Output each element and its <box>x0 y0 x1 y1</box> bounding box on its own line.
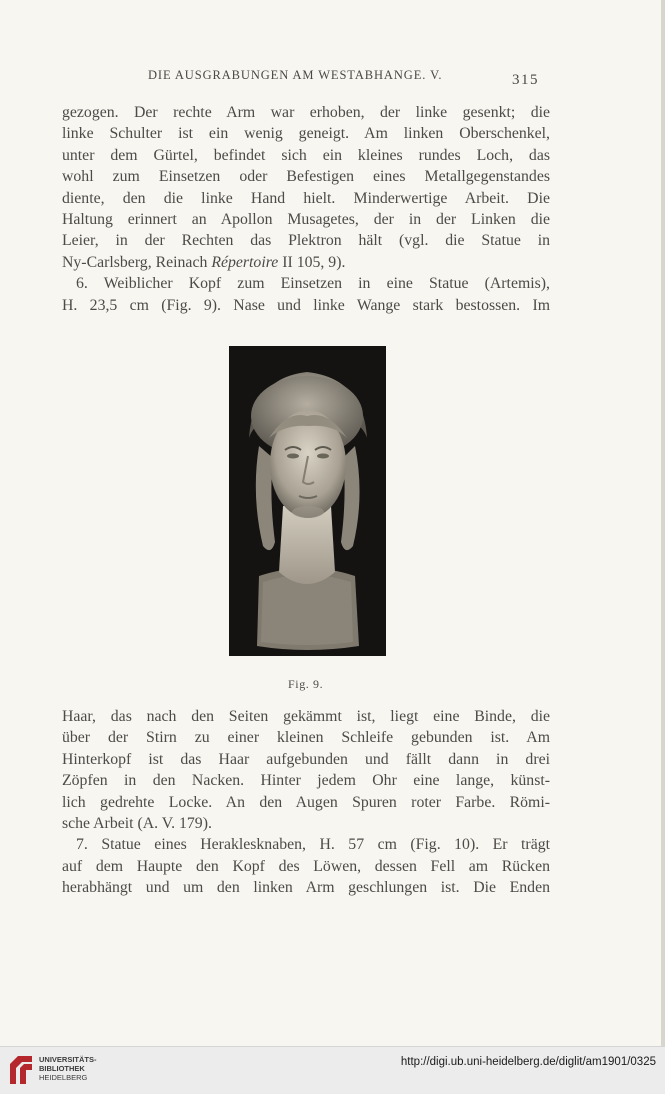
citation-reference: II 105, 9). <box>278 253 346 271</box>
page-edge <box>661 0 665 1046</box>
text-line: 7. Statue eines Heraklesknaben, H. 57 cm (Fig. 10). Er trägt <box>76 836 550 854</box>
library-name-line: HEIDELBERG <box>39 1073 88 1082</box>
text-line: 6. Weiblicher Kopf zum Einsetzen in eine Statue (Artemis), <box>76 275 550 293</box>
library-name-line: BIBLIOTHEK <box>39 1064 85 1073</box>
text-line-citation <box>62 252 550 273</box>
text-line: unter dem Gürtel, befindet sich ein kleines rundes Loch, das <box>62 146 550 164</box>
paragraph-top <box>62 102 550 316</box>
text-line: Zöpfen in den Nacken. Hinter jedem Ohr eine lange, künst- <box>62 772 550 790</box>
figure-caption: Fig. 9. <box>288 677 324 691</box>
text-line: auf dem Haupte den Kopf des Löwen, dessen Fell am Rücken <box>62 857 550 875</box>
text-line: gezogen. Der rechte Arm war erhoben, der linke gesenkt; die <box>62 104 550 121</box>
citation-text: Ny-Carlsberg, Reinach <box>62 253 212 271</box>
page-number: 315 <box>512 72 539 88</box>
viewer-footer <box>0 1046 665 1094</box>
text-line: Hinterkopf ist das Haar aufgebunden und fällt dann in drei <box>62 750 550 768</box>
running-title: DIE AUSGRABUNGEN AM WESTABHANGE. V. <box>148 68 443 82</box>
text-line: herabhängt und um den linken Arm geschlungen ist. Die Enden <box>62 879 550 897</box>
text-line: lich gedrehte Locke. An den Augen Spuren roter Farbe. Römi- <box>62 793 550 811</box>
text-line: über der Stirn zu einer kleinen Schleife gebunden ist. Am <box>62 729 550 747</box>
citation-title-italic: Répertoire <box>211 253 279 271</box>
text-line: Haar, das nach den Seiten gekämmt ist, liegt eine Binde, die <box>62 708 550 725</box>
library-name-line: UNIVERSITÄTS- <box>39 1055 97 1064</box>
text-line: wohl zum Einsetzen oder Befestigen eines Metallgegenstandes <box>62 168 550 186</box>
text-line: H. 23,5 cm (Fig. 9). Nase und linke Wange stark bestossen. Im <box>62 296 550 314</box>
text-line: linke Schulter ist ein wenig geneigt. Am linken Oberschenkel, <box>62 125 550 143</box>
figure-photo-female-head <box>229 346 386 656</box>
library-logo-icon[interactable] <box>8 1054 34 1086</box>
marble-head-illustration <box>229 346 386 656</box>
text-line: sche Arbeit (A. V. 179). <box>62 815 212 833</box>
text-line: diente, den die linke Hand hielt. Minderwertige Arbeit. Die <box>62 189 550 207</box>
text-line: Haltung erinnert an Apollon Musagetes, der in der Linken die <box>62 211 550 229</box>
document-url-link[interactable]: http://digi.ub.uni-heidelberg.de/diglit/am1901/0325 <box>400 1056 656 1068</box>
library-name[interactable] <box>39 1055 119 1082</box>
paragraph-bottom <box>62 706 550 899</box>
text-line: Leier, in der Rechten das Plektron hält (vgl. die Statue in <box>62 232 550 250</box>
